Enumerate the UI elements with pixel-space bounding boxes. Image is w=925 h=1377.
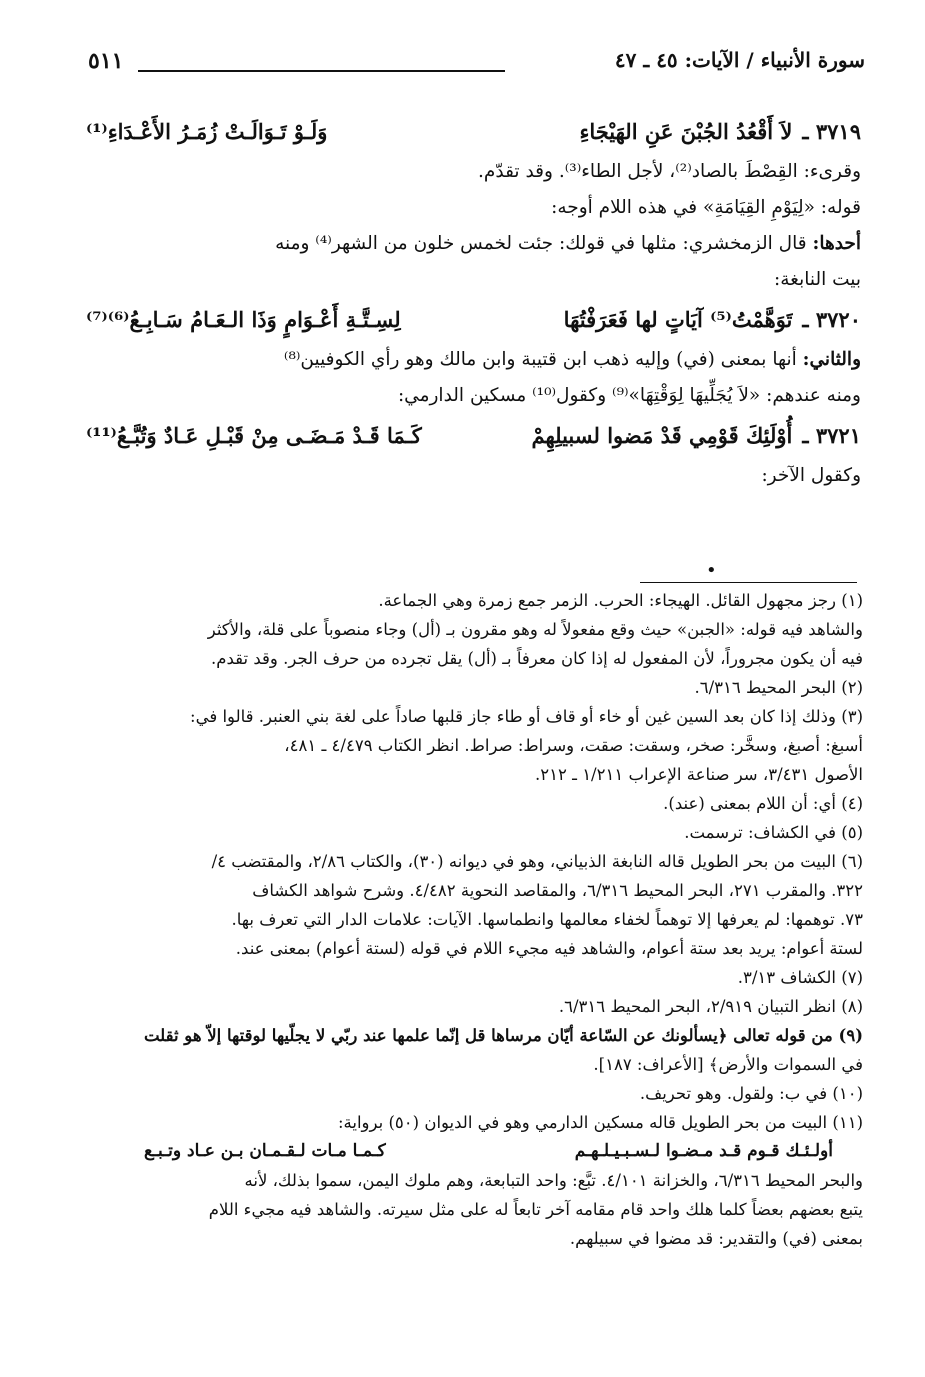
footnote-line: (١) رجز مجهول القائل. الهيجاء: الحرب. الزمر جمع زمرة وهي الجماعة. [378, 591, 863, 610]
verse-number: ٣٧١٩ ـ [802, 119, 861, 144]
header-rule [138, 70, 505, 72]
paragraph-lead: أحدها: [812, 233, 861, 254]
footnote-line: ٣٢٢. والمقرب ٢٧١، البحر المحيط ٦/٣١٦، والمقاصد النحوية ٤/٤٨٢. وشرح شواهد الكشاف [252, 881, 863, 900]
footnote-line: (٢) البحر المحيط ٦/٣١٦. [694, 678, 863, 697]
separator-dot: • [706, 560, 717, 581]
paragraph: ومنه عندهم: «لاَ يُجَلِّيهَا لِوَقْتِهَا»⁽⁹⁾ وكقول⁽¹⁰⁾ مسكين الدارمي: [397, 385, 861, 406]
paragraph-text: قال الزمخشري: مثلها في قولك: جئت لخمس خلون من الشهر⁽⁴⁾ ومنه [275, 233, 813, 254]
verse-hemistich-2: كَـمَا قَـدْ مَـضَـى مِنْ قَبْـلِ عَـادٌ وَتُبَّـعُ⁽¹¹⁾ [86, 423, 422, 448]
footnote-line: (٨) انظر التبيان ٢/٩١٩، البحر المحيط ٦/٣١٦. [558, 997, 863, 1016]
paragraph: وكقول الآخر: [761, 465, 861, 486]
footnote-line: (٥) في الكشاف: ترسمت. [684, 823, 863, 842]
verse-3719 [86, 110, 861, 154]
paragraph: بيت النابغة: [774, 269, 861, 290]
footnote-line: أسبغ: أصبغ، وسخَّر: صخر، وسقت: صقت، وسراط: صراط. انظر الكتاب ٤/٤٧٩ ـ ٤٨١، [284, 736, 863, 755]
footnote-line: والبحر المحيط ٦/٣١٦، والخزانة ٤/١٠١. تبَّع: واحد التبابعة، وهم ملوك اليمن، سموا بذلك، لأنه [244, 1171, 863, 1190]
running-title: سورة الأنبياء / الآيات: ٤٥ ـ ٤٧ [614, 48, 865, 72]
verse-number: ٣٧٢١ ـ [802, 423, 861, 448]
footnotes [84, 586, 863, 1253]
verse-hemistich-1: أُوْلَئِكَ قَوْمِي قَدْ مَضوا لسبيلِهِمْ [531, 423, 793, 448]
verse-hemistich-2: وَلَـوْ تَـوَالَـتْ زُمَـرُ الأَعْـدَاءِ⁽¹⁾ [86, 119, 328, 144]
main-text [86, 110, 861, 494]
footnote-line: (٤) أي: أن اللام بمعنى (عند). [663, 794, 863, 813]
footnote-line: (٦) البيت من بحر الطويل قاله النابغة الذبياني، وهو في ديوانه (٣٠)، والكتاب ٢/٨٦، والمقتضب ٤/ [211, 852, 863, 871]
footnote-line: (١١) البيت من بحر الطويل قاله مسكين الدارمي وهو في الديوان (٥٠) برواية: [337, 1113, 863, 1132]
footnote-line: لستة أعوام: يريد بعد ستة أعوام، والشاهد فيه مجيء اللام في قوله (لستة أعوام) بمعنى عند. [235, 939, 863, 958]
footnote-hemistich-2: كـمـا مـات لـقـمـان بـن عـاد وتـبـع [144, 1141, 386, 1161]
page-header [88, 44, 865, 84]
footnote-line: في السموات والأرض﴾ [الأعراف: ١٨٧]. [593, 1055, 863, 1074]
footnote-line: الأصول ٣/٤٣١، سر صناعة الإعراب ١/٢١١ ـ ٢١٢. [535, 765, 863, 784]
footnote-line: فيه أن يكون مجروراً، لأن المفعول له إذا كان معرفاً بـ (أل) يقل تجرده من حرف الجر. وقد تقدم. [211, 649, 863, 668]
footnote-hemistich-1: أولـئـك قـوم قـد مـضـوا لـسـبـيـلـهـم [574, 1141, 833, 1161]
footnote-line: بمعنى (في) والتقدير: قد مضوا في سبيلهم. [569, 1229, 863, 1248]
verse-number: ٣٧٢٠ ـ [802, 307, 861, 332]
verse-hemistich-1: تَوَهَّمْتُ⁽⁵⁾ آيَاتٍ لها فَعَرَفْتُهَا [563, 307, 793, 332]
paragraph: وقرىء: القِصْطَ بالصاد⁽²⁾، لأجل الطاء⁽³⁾. وقد تقدّم. [478, 161, 861, 182]
verse-3720 [86, 298, 861, 342]
footnote-line: (١٠) في ب: ولقول. وهو تحريف. [639, 1084, 863, 1103]
verse-hemistich-1: لاَ أَقْعُدُ الجُبْنَ عَنِ الهَيْجَاءِ [579, 119, 793, 144]
footnote-line: (٣) وذلك إذا كان بعد السين غين أو خاء أو قاف أو طاء جاز قلبها صاداً على لغة بني العنبر. قالوا في: [190, 707, 863, 726]
footnote-line: (٧) الكشاف ٣/١٣. [737, 968, 863, 987]
paragraph: قوله: «لِيَوْمِ القِيَامَةِ» في هذه اللام أوجه: [551, 197, 861, 218]
paragraph [86, 342, 861, 378]
footnote-line: والشاهد فيه قوله: «الجبن» حيث وقع مفعولاً له وهو مقرون بـ (أل) وجاء منصوباً على قلة، والأكثر [207, 620, 863, 639]
footnote-line: ٧٣. توهمها: لم يعرفها إلا توهماً لخفاء معالمها وانطماسها. الآيات: علامات الدار التي تعرف بها. [231, 910, 863, 929]
footnote-verse [84, 1137, 863, 1166]
footnote-separator [640, 582, 857, 583]
paragraph [86, 226, 861, 262]
footnote-line: (٩) من قوله تعالى ﴿يسألونك عن السّاعة أيّان مرساها قل إنّما علمها عند ربّي لا يجلّيها لوقتها إلاّ هو ثقلت [143, 1026, 863, 1045]
verse-hemistich-2: لِسِـتَّـةِ أَعْـوَامٍ وَذَا الـعَـامُ سَـابِـعُ⁽⁶⁾⁽⁷⁾ [86, 307, 401, 332]
verse-3721 [86, 414, 861, 458]
paragraph-text: أنها بمعنى (في) وإليه ذهب ابن قتيبة وابن مالك وهو رأي الكوفيين⁽⁸⁾ [283, 349, 803, 370]
footnote-line: يتبع بعضهم بعضاً كلما هلك واحد قام مقامه آخر تابعاً له على مثل سيرته. والشاهد فيه مجيء اللام [208, 1200, 863, 1219]
page-number: ٥١١ [88, 48, 124, 74]
paragraph-lead: والثاني: [802, 349, 861, 370]
